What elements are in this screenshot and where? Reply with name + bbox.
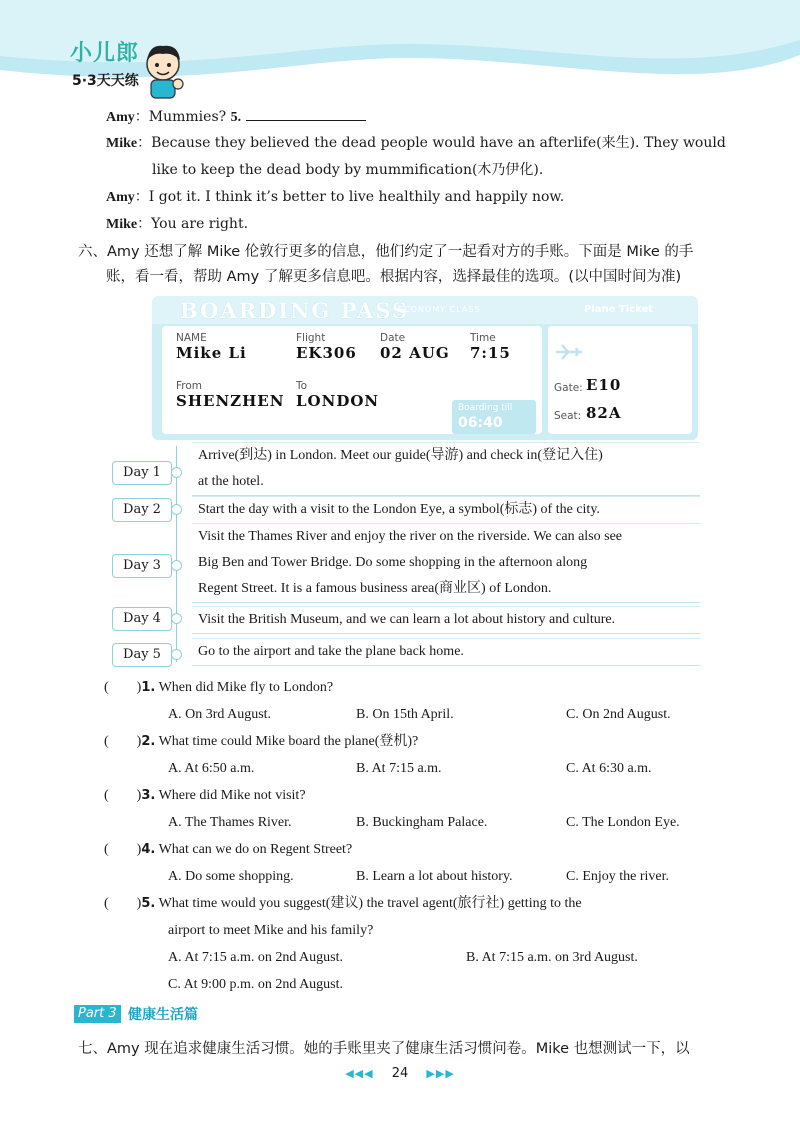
brand-logo: 小儿郎 — [70, 41, 140, 66]
day5-label: Day 5 — [112, 643, 172, 667]
dialogue-line-3: like to keep the dead body by mummification(木乃伊化). — [152, 162, 544, 178]
pass-class: ECONOMY CLASS — [398, 305, 481, 314]
day1-text-line2: at the hotel. — [198, 474, 264, 489]
day3-text-line1: Visit the Thames River and enjoy the river on the riverside. We can also see — [198, 529, 622, 544]
flight-time: 7:15 — [470, 344, 511, 362]
day1-box — [192, 442, 700, 496]
question-5-line2: airport to meet Mike and his family? — [168, 923, 374, 938]
q5-option-b: B. At 7:15 a.m. on 3rd August. — [466, 950, 638, 965]
answer-blank[interactable] — [246, 106, 366, 121]
left-arrows-icon: ◀◀◀ — [345, 1067, 374, 1080]
q2-option-c: C. At 6:30 a.m. — [566, 761, 652, 776]
boarding-label: Boarding till — [458, 403, 513, 413]
q1-option-b: B. On 15th April. — [356, 707, 454, 722]
name-label: NAME — [176, 332, 207, 344]
day2-label: Day 2 — [112, 498, 172, 522]
day2-box — [192, 496, 700, 524]
day4-box — [192, 606, 700, 634]
passenger-name: Mike Li — [176, 344, 247, 362]
day5-text-line1: Go to the airport and take the plane back home. — [198, 644, 464, 659]
day3-text-line3: Regent Street. It is a famous business area(商业区) of London. — [198, 581, 552, 596]
section7-instruction-line1: 七、Amy 现在追求健康生活习惯。她的手账里夹了健康生活习惯问卷。Mike 也想测试一下，以 — [78, 1041, 690, 1057]
day1-text-line1: Arrive(到达) in London. Meet our guide(导游) and check in(登记入住) — [198, 448, 603, 463]
question-5: ( )5. What time would you suggest(建议) the travel agent(旅行社) getting to the — [104, 896, 582, 911]
page-number: 24 — [391, 1066, 409, 1081]
seat-label: Seat: — [554, 410, 582, 422]
right-arrows-icon: ▶▶▶ — [426, 1067, 455, 1080]
mascot-boy-icon — [138, 40, 188, 100]
day5-dot — [171, 649, 182, 660]
q2-option-a: A. At 6:50 a.m. — [168, 761, 255, 776]
boarding-time-box — [452, 400, 536, 434]
day1-dot — [171, 467, 182, 478]
question-4: ( )4. What can we do on Regent Street? — [104, 842, 353, 857]
q4-option-b: B. Learn a lot about history. — [356, 869, 513, 884]
to-label: To — [296, 380, 308, 392]
answer-paren[interactable]: ( ) — [104, 842, 142, 857]
answer-paren[interactable]: ( ) — [104, 896, 142, 911]
section6-instruction-line1: 六、Amy 还想了解 Mike 伦敦行更多的信息，他们约定了一起看对方的手账。下面是 Mike 的手 — [78, 244, 694, 260]
pass-side-panel — [548, 326, 692, 434]
boarding-time: 06:40 — [458, 415, 503, 431]
day5-box — [192, 638, 700, 666]
day1-label: Day 1 — [112, 461, 172, 485]
day4-dot — [171, 613, 182, 624]
day2-dot — [171, 504, 182, 515]
dialogue-line-2: Mike：Because they believed the dead people would have an afterlife(来生). They would — [106, 135, 726, 151]
flight-label: Flight — [296, 332, 326, 344]
pass-ticket-label: Plane Ticket — [584, 304, 654, 315]
question-2: ( )2. What time could Mike board the plane(登机)? — [104, 734, 419, 749]
flight-number: EK306 — [296, 344, 357, 362]
answer-paren[interactable]: ( ) — [104, 788, 142, 803]
q5-option-a: A. At 7:15 a.m. on 2nd August. — [168, 950, 344, 965]
pass-main-panel — [162, 326, 542, 434]
answer-paren[interactable]: ( ) — [104, 734, 142, 749]
to-city: LONDON — [296, 392, 380, 410]
answer-paren[interactable]: ( ) — [104, 680, 142, 695]
seat-value: 82A — [586, 404, 622, 422]
gate-label: Gate: — [554, 382, 583, 394]
time-label: Time — [470, 332, 496, 344]
q3-option-b: B. Buckingham Palace. — [356, 815, 488, 830]
day3-box — [192, 523, 700, 603]
section6-instruction-line2: 账，看一看，帮助 Amy 了解更多信息吧。根据内容，选择最佳的选项。(以中国时间为准) — [106, 269, 682, 285]
day4-text-line1: Visit the British Museum, and we can learn a lot about history and culture. — [198, 612, 616, 627]
dialogue-line-1: Amy：Mummies? 5. — [106, 106, 366, 128]
day3-text-line2: Big Ben and Tower Bridge. Do some shopping in the afternoon along — [198, 555, 588, 570]
day2-text-line1: Start the day with a visit to the London Eye, a symbol(标志) of the city. — [198, 502, 600, 517]
q1-option-c: C. On 2nd August. — [566, 707, 671, 722]
gate-value: E10 — [586, 376, 622, 394]
day4-label: Day 4 — [112, 607, 172, 631]
series-label: 5·3天天练 — [72, 73, 139, 89]
pass-title: BOARDING PASS — [180, 298, 410, 323]
question-3: ( )3. Where did Mike not visit? — [104, 788, 306, 803]
part3-title: 健康生活篇 — [128, 1007, 198, 1023]
dialogue-line-4: Amy：I got it. I think it’s better to live healthily and happily now. — [106, 189, 565, 205]
from-city: SHENZHEN — [176, 392, 285, 410]
q4-option-a: A. Do some shopping. — [168, 869, 294, 884]
itinerary-timeline — [176, 446, 177, 662]
dialogue-line-5: Mike：You are right. — [106, 216, 249, 232]
date-label: Date — [380, 332, 406, 344]
from-label: From — [176, 380, 203, 392]
q4-option-c: C. Enjoy the river. — [566, 869, 670, 884]
q1-option-a: A. On 3rd August. — [168, 707, 272, 722]
q2-option-b: B. At 7:15 a.m. — [356, 761, 442, 776]
q3-option-a: A. The Thames River. — [168, 815, 292, 830]
part3-badge: Part 3 — [74, 1005, 121, 1023]
day3-label: Day 3 — [112, 554, 172, 578]
q3-option-c: C. The London Eye. — [566, 815, 680, 830]
question-1: ( )1. When did Mike fly to London? — [104, 680, 334, 695]
airplane-icon — [554, 344, 584, 360]
day3-dot — [171, 560, 182, 571]
page-footer — [0, 1066, 800, 1081]
flight-date: 02 AUG — [380, 344, 450, 362]
q5-option-c: C. At 9:00 p.m. on 2nd August. — [168, 977, 344, 992]
boarding-pass — [152, 296, 698, 440]
